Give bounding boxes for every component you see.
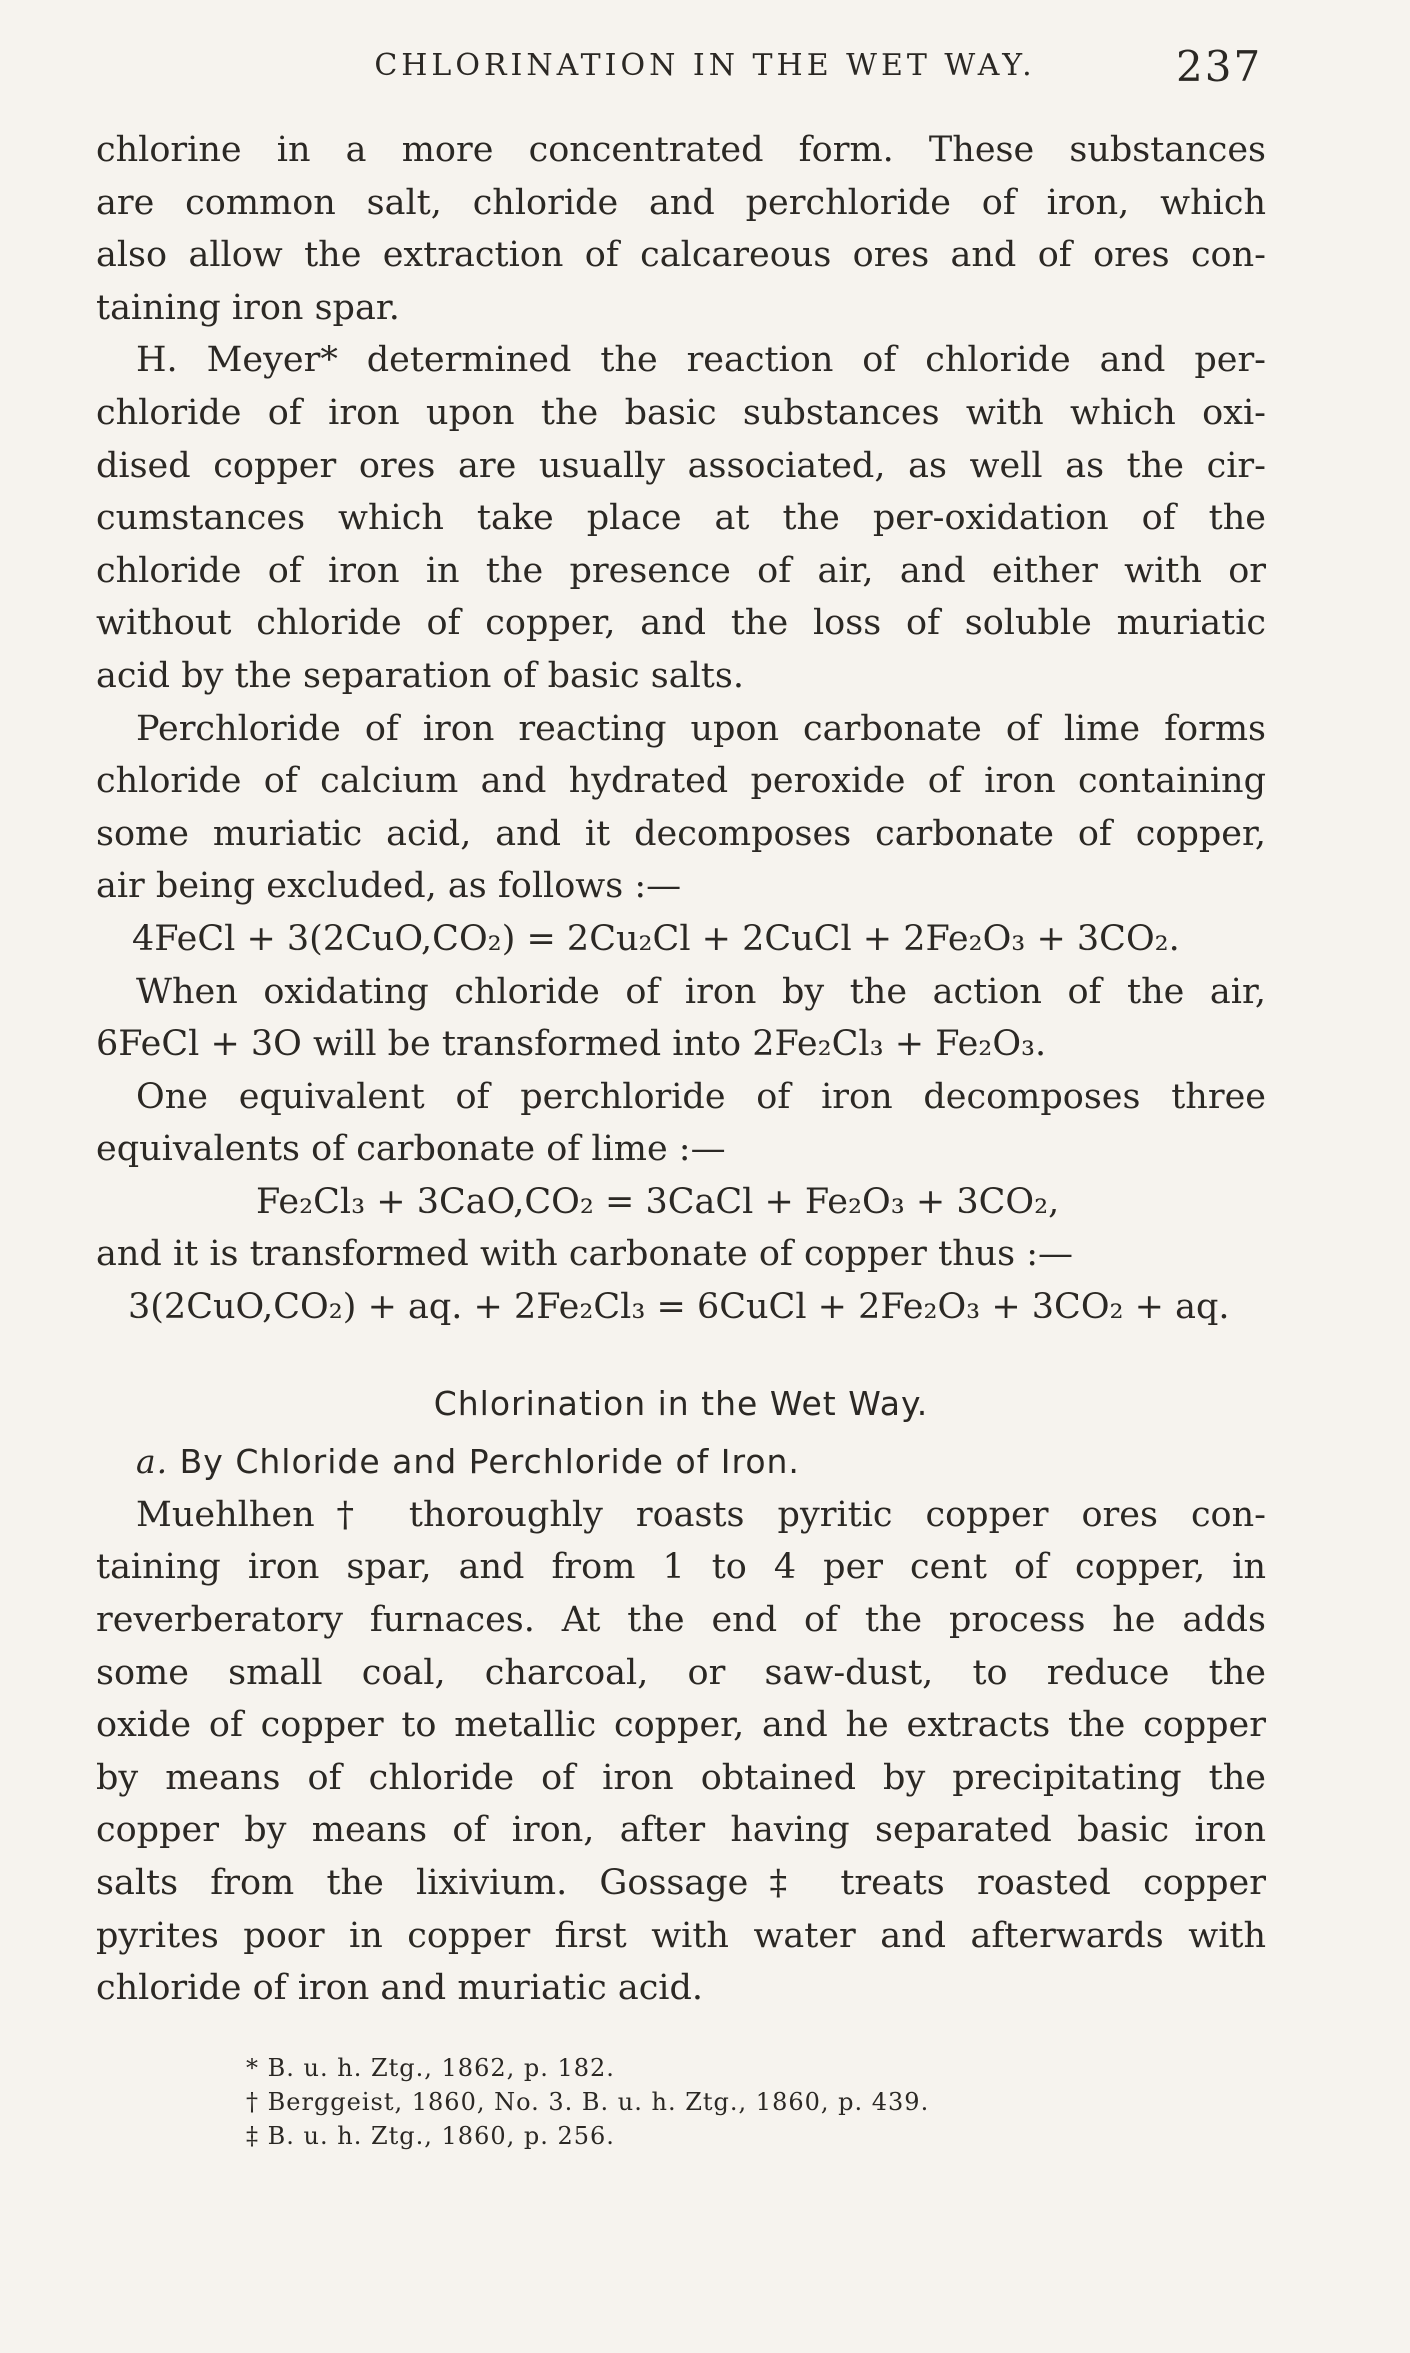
page-number: 237 bbox=[1176, 42, 1263, 91]
text-line: chloride of calcium and hydrated peroxide of iron containing bbox=[96, 761, 1266, 802]
chemical-formula: 4FeCl + 3(2CuO,CO₂) = 2Cu₂Cl + 2CuCl + 2Fe₂O₃ + 3CO₂. bbox=[132, 918, 1180, 959]
text-line: dised copper ores are usually associated, as well as the cir- bbox=[96, 445, 1266, 486]
paragraph-3 bbox=[96, 703, 1266, 913]
text-line: pyrites poor in copper first with water and afterwards with bbox=[96, 1915, 1266, 1956]
footnote: ‡ B. u. h. Ztg., 1860, p. 256. bbox=[246, 2121, 615, 2150]
text-line: without chloride of copper, and the loss of soluble muriatic bbox=[96, 603, 1266, 644]
text-line: 6FeCl + 3O will be transformed into 2Fe₂Cl₃ + Fe₂O₃. bbox=[96, 1024, 1047, 1065]
section-heading: Chlorination in the Wet Way. bbox=[433, 1383, 929, 1423]
paragraph-2 bbox=[96, 334, 1266, 702]
body-text bbox=[96, 124, 1266, 2153]
chemical-formula: Fe₂Cl₃ + 3CaO,CO₂ = 3CaCl + Fe₂O₃ + 3CO₂, bbox=[256, 1181, 1060, 1222]
running-head: CHLORINATION IN THE WET WAY. bbox=[374, 48, 1036, 83]
footnotes bbox=[96, 2051, 1266, 2153]
text-line: copper by means of iron, after having separated basic iron bbox=[96, 1810, 1266, 1851]
text-line: salts from the lixivium. Gossage‡ treats roasted copper bbox=[96, 1863, 1266, 1903]
text-line: cumstances which take place at the per-oxidation of the bbox=[96, 498, 1266, 539]
text-line: acid by the separation of basic salts. bbox=[96, 655, 744, 696]
text-line: reverberatory furnaces. At the end of the process he adds bbox=[96, 1600, 1266, 1641]
paragraph-4 bbox=[96, 966, 1266, 1071]
text-line: also allow the extraction of calcareous ores and of ores con- bbox=[96, 235, 1266, 276]
text-line: When oxidating chloride of iron by the action of the air, bbox=[136, 971, 1266, 1012]
text-line: oxide of copper to metallic copper, and he extracts the copper bbox=[96, 1705, 1266, 1746]
text-line: chlorine in a more concentrated form. These substances bbox=[96, 130, 1266, 170]
text-line: equivalents of carbonate of lime :— bbox=[96, 1129, 726, 1170]
footnote: * B. u. h. Ztg., 1862, p. 182. bbox=[246, 2053, 615, 2082]
text-line: taining iron spar, and from 1 to 4 per cent of copper, in bbox=[96, 1547, 1266, 1588]
text-line: by means of chloride of iron obtained by precipitating the bbox=[96, 1757, 1266, 1798]
text-line: some small coal, charcoal, or saw-dust, to reduce the bbox=[96, 1652, 1266, 1693]
text-line: are common salt, chloride and perchloride of iron, which bbox=[96, 182, 1266, 223]
chemical-formula: 3(2CuO,CO₂) + aq. + 2Fe₂Cl₃ = 6CuCl + 2Fe₂O₃ + 3CO₂ + aq. bbox=[128, 1287, 1230, 1328]
text-line: some muriatic acid, and it decomposes carbonate of copper, bbox=[96, 813, 1266, 854]
footnote: † Berggeist, 1860, No. 3. B. u. h. Ztg., 1860, p. 439. bbox=[246, 2087, 930, 2116]
subsection-heading bbox=[96, 1436, 1266, 1489]
paragraph-1 bbox=[96, 124, 1266, 334]
text-line: air being excluded, as follows :— bbox=[96, 866, 682, 907]
text-line: chloride of iron upon the basic substances with which oxi- bbox=[96, 392, 1266, 433]
paragraph-7 bbox=[96, 1489, 1266, 2015]
text-line: Perchloride of iron reacting upon carbonate of lime forms bbox=[136, 708, 1266, 749]
subsection-label: a. bbox=[136, 1442, 169, 1482]
text-line: chloride of iron in the presence of air, and either with or bbox=[96, 550, 1266, 591]
text-line: chloride of iron and muriatic acid. bbox=[96, 1968, 704, 2009]
text-line: One equivalent of perchloride of iron decomposes three bbox=[136, 1076, 1266, 1117]
paragraph-6 bbox=[96, 1228, 1266, 1281]
text-line: taining iron spar. bbox=[96, 287, 400, 328]
subsection-title: By Chloride and Perchloride of Iron. bbox=[179, 1442, 800, 1482]
text-line: Muehlhen† thoroughly roasts pyritic copper ores con- bbox=[136, 1494, 1266, 1535]
text-line: and it is transformed with carbonate of copper thus :— bbox=[96, 1234, 1074, 1275]
text-line: H. Meyer* determined the reaction of chloride and per- bbox=[136, 340, 1266, 381]
paragraph-5 bbox=[96, 1071, 1266, 1176]
